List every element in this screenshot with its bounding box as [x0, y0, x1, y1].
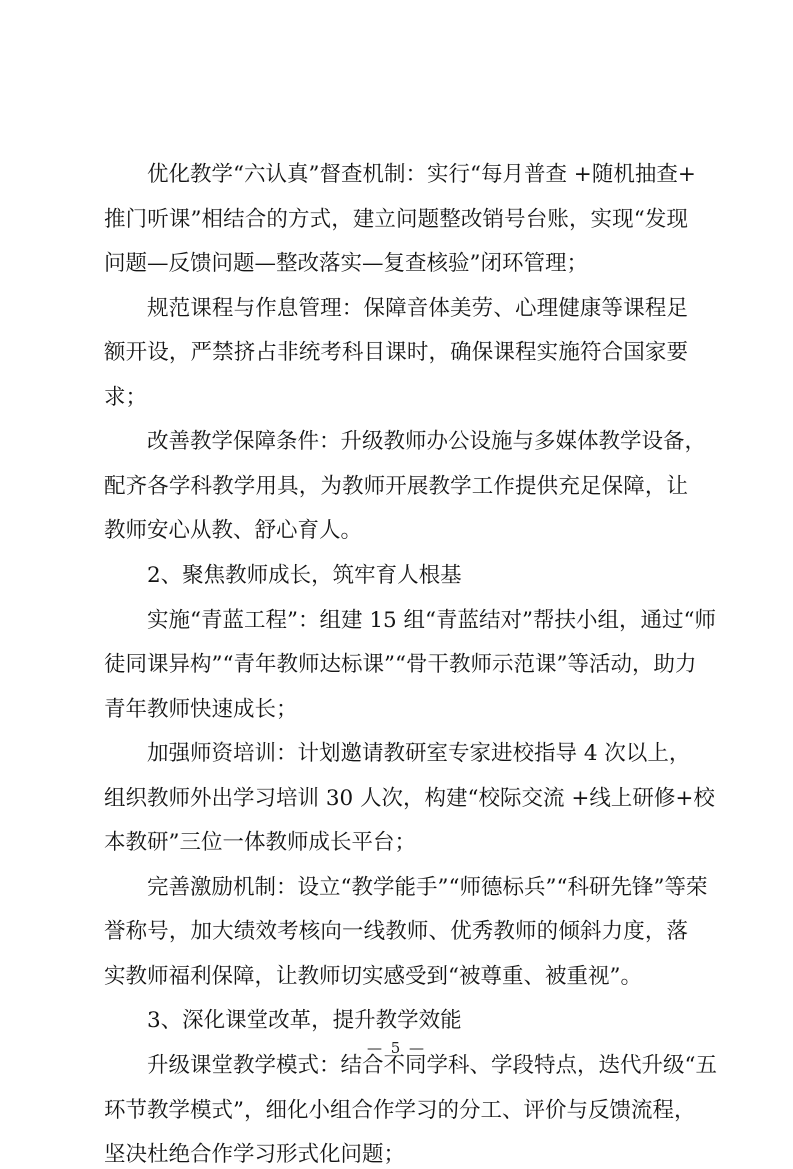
text-line: 坚决杜绝合作学习形式化问题；: [104, 1142, 406, 1167]
text-line: 誉称号，加大绩效考核向一线教师、优秀教师的倾斜力度，落: [104, 919, 688, 944]
text-line: 加强师资培训：计划邀请教研室专家进校指导 4 次以上，: [147, 741, 691, 766]
text-line: 推门听课”相结合的方式，建立问题整改销号台账，实现“发现: [104, 207, 688, 232]
text-line: 组织教师外出学习培训 30 人次，构建“校际交流 +线上研修+校: [104, 786, 715, 811]
text-line: 配齐各学科教学用具，为教师开展教学工作提供充足保障，让: [104, 474, 688, 499]
text-line: 环节教学模式”，细化小组合作学习的分工、评价与反馈流程，: [104, 1098, 696, 1123]
text-line: 规范课程与作息管理：保障音体美劳、心理健康等课程足: [147, 296, 688, 321]
text-line: 3、深化课堂改革，提升教学效能: [147, 1008, 462, 1033]
text-line: 升级课堂教学模式：结合不同学科、学段特点，迭代升级“五: [147, 1053, 717, 1078]
text-line: 实施“青蓝工程”：组建 15 组“青蓝结对”帮扶小组，通过“师: [147, 608, 716, 633]
text-line: 实教师福利保障，让教师切实感受到“被尊重、被重视”。: [104, 964, 642, 989]
text-line: 问题—反馈问题—整改落实—复查核验”闭环管理；: [104, 251, 588, 276]
text-line: 徒同课异构”“青年教师达标课”“骨干教师示范课”等活动，助力: [104, 652, 697, 677]
text-line: 改善教学保障条件：升级教师办公设施与多媒体教学设备，: [147, 429, 707, 454]
text-line: 优化教学“六认真”督查机制：实行“每月普查 +随机抽查+: [147, 162, 696, 187]
page-number: — 5 —: [366, 1039, 427, 1057]
text-line: 本教研”三位一体教师成长平台；: [104, 830, 416, 855]
text-line: 青年教师快速成长；: [104, 697, 298, 722]
text-line: 求；: [104, 385, 148, 410]
text-line: 完善激励机制：设立“教学能手”“师德标兵”“科研先锋”等荣: [147, 875, 708, 900]
text-line: 2、聚焦教师成长，筑牢育人根基: [147, 563, 462, 588]
text-line: 教师安心从教、舒心育人。: [104, 518, 363, 543]
text-line: 额开设，严禁挤占非统考科目课时，确保课程实施符合国家要: [104, 340, 688, 365]
